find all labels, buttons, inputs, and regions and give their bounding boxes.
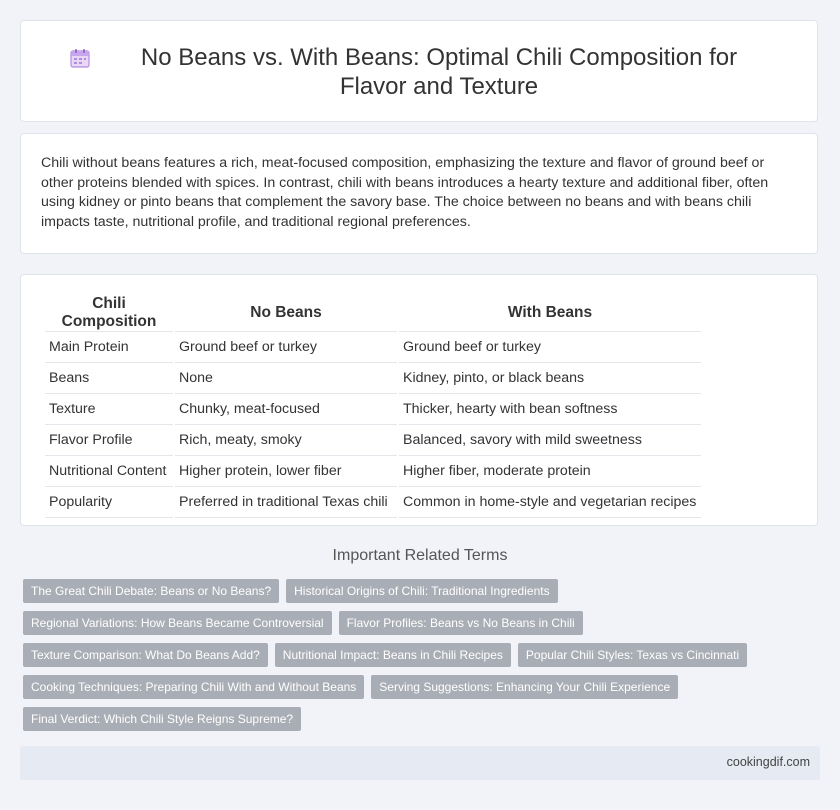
table-cell: Main Protein (45, 332, 173, 363)
related-term-tag[interactable]: Nutritional Impact: Beans in Chili Recipes (275, 643, 511, 667)
footer (20, 746, 820, 780)
table-row (45, 456, 701, 487)
table-header-cell: Chili Composition (45, 295, 173, 332)
related-terms-heading: Important Related Terms (332, 547, 508, 564)
table-cell: Higher protein, lower fiber (175, 456, 397, 487)
comparison-card (20, 274, 818, 526)
related-term-tag[interactable]: The Great Chili Debate: Beans or No Beans? (23, 579, 279, 603)
related-term-tag[interactable]: Serving Suggestions: Enhancing Your Chili Experience (371, 675, 678, 699)
related-term-tag[interactable]: Cooking Techniques: Preparing Chili With and Without Beans (23, 675, 364, 699)
table-header-cell: No Beans (175, 295, 397, 332)
table-header-cell: With Beans (399, 295, 701, 332)
table-cell: Flavor Profile (45, 425, 173, 456)
table-cell: Common in home-style and vegetarian recipes (399, 487, 701, 518)
related-term-tag[interactable]: Final Verdict: Which Chili Style Reigns Supreme? (23, 707, 301, 731)
table-cell: Nutritional Content (45, 456, 173, 487)
related-term-tag[interactable]: Popular Chili Styles: Texas vs Cincinnati (518, 643, 747, 667)
related-term-tag[interactable]: Regional Variations: How Beans Became Controversial (23, 611, 332, 635)
table-cell: Ground beef or turkey (399, 332, 701, 363)
table-cell: Beans (45, 363, 173, 394)
table-row (45, 394, 701, 425)
table-cell: Balanced, savory with mild sweetness (399, 425, 701, 456)
table-cell: None (175, 363, 397, 394)
table-row (45, 425, 701, 456)
table-cell: Chunky, meat-focused (175, 394, 397, 425)
site-name[interactable]: cookingdif.com (726, 755, 810, 769)
table-cell: Texture (45, 394, 173, 425)
related-term-tag[interactable]: Historical Origins of Chili: Traditional Ingredients (286, 579, 557, 603)
related-term-tag[interactable]: Flavor Profiles: Beans vs No Beans in Chili (339, 611, 583, 635)
title-card (20, 20, 818, 122)
table-row (45, 363, 701, 394)
table-cell: Popularity (45, 487, 173, 518)
related-terms-list (23, 579, 823, 739)
table-cell: Ground beef or turkey (175, 332, 397, 363)
table-cell: Preferred in traditional Texas chili (175, 487, 397, 518)
table-cell: Kidney, pinto, or black beans (399, 363, 701, 394)
intro-card (20, 133, 818, 254)
table-header-row (45, 295, 701, 332)
table-cell: Rich, meaty, smoky (175, 425, 397, 456)
table-row (45, 487, 701, 518)
comparison-table (43, 295, 703, 518)
table-cell: Higher fiber, moderate protein (399, 456, 701, 487)
table-cell: Thicker, hearty with bean softness (399, 394, 701, 425)
page-title: No Beans vs. With Beans: Optimal Chili Composition for Flavor and Texture (140, 44, 738, 100)
intro-paragraph: Chili without beans features a rich, meat-focused composition, emphasizing the texture and flavor of ground beef or other proteins blended with spices. In contrast, chili with beans introduces a hearty texture and additional fiber, often using kidney or pinto beans that complement the savory base. The choice between no beans and with beans chili impacts taste, nutritional profile, and traditional regional preferences. (41, 155, 769, 230)
related-term-tag[interactable]: Texture Comparison: What Do Beans Add? (23, 643, 268, 667)
table-row (45, 332, 701, 363)
